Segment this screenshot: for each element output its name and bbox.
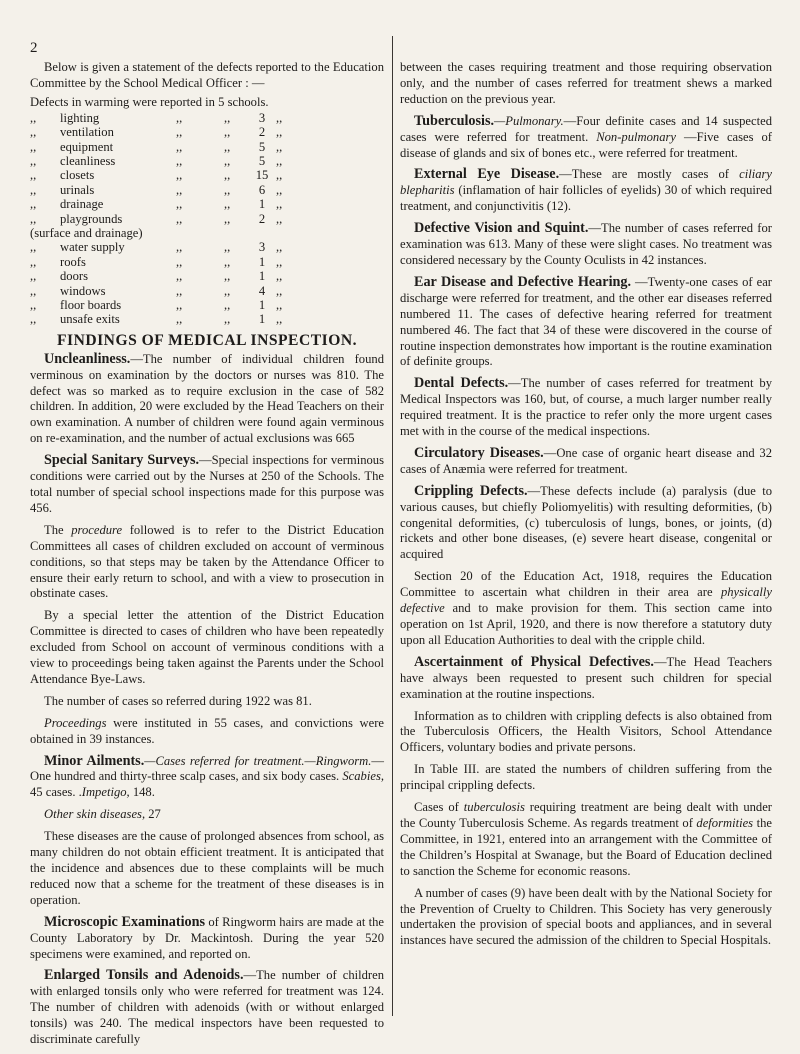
ear-heading: Ear Disease and Defective Hearing. — [414, 273, 632, 290]
defect-ditto: ,, — [224, 312, 231, 327]
ascertainment-text: —The Head Teachers have always been requested to present such children for special examination at the routine inspections. — [400, 654, 772, 701]
defect-ditto: ,, — [224, 153, 231, 168]
defect-ditto: ,, — [30, 298, 37, 312]
defect-ditto: ,, — [224, 298, 231, 312]
defect-name: doors — [60, 269, 88, 284]
tuberculosis-text-b: —Five cases of disease of glands and six of bones etc., were referred for treatment. — [400, 129, 772, 160]
defect-name: roofs — [60, 254, 86, 269]
cases-paragraph — [400, 800, 772, 880]
defect-ditto: ,, — [176, 312, 183, 327]
defect-count: 2 — [258, 211, 266, 226]
defect-name: equipment — [60, 139, 114, 154]
defect-ditto: ,, — [30, 312, 37, 327]
minor-italic: —Cases referred for treatment.— — [144, 753, 316, 768]
defect-ditto: ,, — [30, 211, 37, 226]
defect-name: windows — [60, 283, 106, 298]
defects-caption: Defects in warming were reported in 5 schools. — [30, 94, 269, 109]
defect-ditto: ,, — [224, 269, 231, 284]
defect-count: 1 — [258, 197, 266, 212]
defect-ditto: ,, — [224, 168, 231, 183]
defect-ditto: ,, — [30, 153, 37, 168]
cases-text-c: the Committee, in 1921, entered into an arrangement with the Committee of the Children’s Hospital at Swanage, but the Board of Education declined to sanction the Scheme for economic reasons. — [400, 815, 772, 878]
defect-row — [30, 183, 296, 197]
microscopic-paragraph — [30, 915, 384, 963]
procedure-text-b: followed is to refer to the District Education Committees all cases of children excluded on account of verminous conditions, so that steps may be taken by the Attendance Officer to ensure their early return to school, and with a view to prosecution in obstinate cases. — [30, 522, 384, 601]
eye-disease-paragraph — [400, 167, 772, 215]
uncleanliness-heading: Uncleanliness. — [44, 350, 131, 367]
procedure-italic: procedure — [71, 522, 123, 537]
defect-ditto: ,, — [30, 125, 37, 140]
defect-ditto: ,, — [176, 211, 183, 226]
defect-ditto: ,, — [276, 211, 283, 226]
cases-text-a: Cases of — [414, 800, 464, 815]
column-divider — [392, 36, 393, 1016]
ascertainment-heading: Ascertainment of Physical Defectives. — [414, 653, 654, 670]
intro-paragraph: Below is given a statement of the defects reported to the Education Committee by the School Medical Officer : — — [30, 60, 384, 90]
other-skin-text: 27 — [145, 807, 161, 822]
tonsils-heading: Enlarged Tonsils and Adenoids. — [44, 967, 244, 984]
findings-heading: FINDINGS OF MEDICAL INSPECTION. — [57, 331, 357, 349]
defect-ditto: ,, — [30, 197, 37, 212]
defect-ditto: ,, — [276, 168, 283, 183]
minor-ailments-paragraph — [30, 754, 384, 802]
defect-ditto: ,, — [176, 182, 183, 197]
page-number: 2 — [30, 40, 38, 56]
defect-row — [30, 240, 296, 254]
defect-ditto: ,, — [276, 254, 283, 269]
ear-paragraph — [400, 275, 772, 370]
eye-heading: External Eye Disease. — [414, 166, 560, 183]
defect-count: 3 — [258, 110, 266, 125]
defect-name: playgrounds — [60, 211, 123, 226]
defect-ditto: ,, — [276, 197, 283, 212]
tonsils-paragraph — [30, 968, 384, 1048]
table3-paragraph: In Table III. are stated the numbers of children suffering from the principal crippling defects. — [400, 762, 772, 793]
left-column — [30, 60, 384, 1054]
circulatory-paragraph — [400, 446, 772, 478]
defect-ditto: ,, — [176, 168, 183, 183]
defect-ditto: ,, — [176, 240, 183, 255]
defect-row — [30, 140, 296, 154]
defect-ditto: ,, — [276, 125, 283, 140]
defect-row — [30, 269, 296, 283]
defect-row — [30, 154, 296, 168]
procedure-text-a: The — [44, 522, 72, 537]
defect-count: 1 — [258, 312, 266, 327]
scabies-text: 45 cases. . — [30, 785, 82, 800]
defect-row — [30, 284, 296, 298]
defect-ditto: ,, — [176, 125, 183, 140]
defect-row — [30, 125, 296, 139]
defect-row — [30, 197, 296, 211]
scabies-italic: Scabies, — [342, 769, 384, 784]
defect-count: 6 — [258, 182, 266, 197]
defect-name: urinals — [60, 182, 95, 197]
defect-count: 1 — [258, 254, 266, 269]
defect-name: cleanliness — [60, 153, 116, 168]
defect-ditto: ,, — [176, 269, 183, 284]
section20-text-b: and to make provision for them. This section came into operation on 1st April, 1920, and there is now therefore a statutory duty upon all Education Authorities to deal with the cripple child. — [400, 601, 772, 647]
defect-name: unsafe exits — [60, 312, 120, 327]
defect-ditto: ,, — [224, 139, 231, 154]
defect-ditto: ,, — [224, 240, 231, 255]
special-text: —Special inspections for verminous conditions were carried out by the Nurses at 250 of the Schools. The total number of special school inspections made for this purpose was 456. — [30, 453, 384, 515]
uncleanliness-paragraph — [30, 352, 384, 447]
playgrounds-note: (surface and drainage) — [30, 225, 143, 240]
crippling-text: —These defects include (a) paralysis (due to various causes, but chiefly Poliomyelitis) with resulting deformities, (b) congenital deformities, (c) tuberculosis of lungs, bones, or joints, (d) rickets and other bone diseases, (e) severe heart disease, congenital or acquired — [400, 483, 772, 562]
defect-count: 1 — [258, 269, 266, 284]
vision-text: —The number of cases referred for examination was 613. Many of these were slight cases. No treatment was considered necessary by the County Oculists in 42 instances. — [400, 221, 772, 267]
ringworm-italic: Ringworm. — [315, 753, 372, 768]
defect-name: closets — [60, 168, 95, 183]
defect-ditto: ,, — [224, 283, 231, 298]
dental-paragraph — [400, 376, 772, 440]
defect-count: 15 — [255, 168, 269, 183]
defect-ditto: ,, — [276, 153, 283, 168]
defect-ditto: ,, — [30, 269, 37, 284]
defect-ditto: ,, — [176, 283, 183, 298]
defect-ditto: ,, — [30, 168, 37, 183]
microscopic-text: of Ringworm hairs are made at the County Laboratory by Dr. Mackintosh. During the year 520 specimens were examined, and reported on. — [30, 914, 384, 961]
defect-ditto: ,, — [224, 182, 231, 197]
section20-text-a: Section 20 of the Education Act, 1918, requires the Education Committee to ascertain what children in their area are — [400, 569, 772, 600]
defect-row — [30, 111, 296, 125]
impetigo-italic: Impetigo, — [81, 785, 130, 800]
special-heading: Special Sanitary Surveys. — [44, 452, 200, 469]
defect-ditto: ,, — [176, 110, 183, 125]
cases-text-b: requiring treatment are being dealt with under the County Tuberculosis Scheme. As regards treatment of — [400, 800, 772, 830]
defect-row — [30, 298, 296, 312]
deformities-italic: deformities — [696, 815, 754, 830]
defect-name: ventilation — [60, 125, 114, 140]
crippling-heading: Crippling Defects. — [414, 482, 528, 499]
circulatory-heading: Circulatory Diseases. — [414, 444, 544, 461]
eye-text-a: —These are mostly cases of — [559, 167, 740, 182]
defect-ditto: ,, — [276, 139, 283, 154]
defect-ditto: ,, — [176, 197, 183, 212]
defect-row — [30, 255, 296, 269]
special-letter-paragraph: By a special letter the attention of the District Education Committee is directed to cases of children who have been repeatedly excluded from School on account of verminous conditions with a view to proceedings being taken against the Parents under the School Attendance Bye-Laws. — [30, 608, 384, 686]
special-paragraph — [30, 453, 384, 517]
tuberculosis-text-a: —Four definite cases and 14 suspected cases were referred for treatment. — [400, 113, 772, 144]
defect-ditto: ,, — [276, 182, 283, 197]
nspcc-paragraph: A number of cases (9) have been dealt with by the National Society for the Prevention of Cruelty to Children. This Society has very generously undertaken the provision of special boots and appliances, and in several instances have secured the admission of the children to Special Hospitals. — [400, 885, 772, 948]
proceedings-italic: Proceedings — [44, 715, 107, 730]
defect-ditto: ,, — [276, 298, 283, 312]
defect-note-row — [30, 226, 296, 240]
section20-paragraph — [400, 569, 772, 649]
defect-ditto: ,, — [176, 298, 183, 312]
uncleanliness-text: —The number of individual children found verminous on examination by the doctors or nurses was 810. The defect was so marked as to require exclusion in the case of 582 children. In addition, 20 were excluded by the Head Teachers on their own examination. A number of children were found again verminous on re-examination, and the number of actual exclusions was 665 — [30, 351, 384, 446]
defect-ditto: ,, — [30, 110, 37, 125]
impetigo-text: 148. — [129, 785, 155, 800]
proceedings-paragraph — [30, 716, 384, 748]
defect-count: 1 — [258, 298, 266, 312]
defect-ditto: ,, — [30, 254, 37, 269]
defect-count: 5 — [258, 153, 266, 168]
defect-row — [30, 168, 296, 182]
other-skin-paragraph — [30, 807, 384, 823]
defect-count: 2 — [258, 125, 266, 140]
eye-text-b: (inflamation of hair follicles of eyelids) 30 of which required treatment, and conjunctivitis (12). — [400, 183, 772, 214]
defect-name: lighting — [60, 110, 100, 125]
microscopic-heading: Microscopic Examinations — [44, 913, 206, 930]
defect-ditto: ,, — [176, 153, 183, 168]
defect-count: 5 — [258, 139, 266, 154]
defect-ditto: ,, — [224, 254, 231, 269]
defect-ditto: ,, — [224, 125, 231, 140]
defect-ditto: ,, — [276, 110, 283, 125]
tuberculosis-paragraph — [400, 114, 772, 162]
defect-ditto: ,, — [30, 283, 37, 298]
defect-ditto: ,, — [224, 197, 231, 212]
diseases-paragraph: These diseases are the cause of prolonged absences from school, as many children do not obtain efficient treatment. It is anticipated that the incidence and absences due to these complaints will be much reduced now that a scheme for the treatment of these diseases is in operation. — [30, 829, 384, 907]
minor-heading: Minor Ailments. — [44, 752, 145, 769]
circulatory-text: —One case of organic heart disease and 32 cases of Anæmia were referred for treatment. — [400, 445, 772, 476]
defect-ditto: ,, — [224, 110, 231, 125]
defect-ditto: ,, — [276, 269, 283, 284]
defect-ditto: ,, — [30, 139, 37, 154]
vision-heading: Defective Vision and Squint. — [414, 220, 589, 237]
defect-ditto: ,, — [224, 211, 231, 226]
defect-row — [30, 212, 296, 226]
defect-name: floor boards — [60, 298, 122, 312]
defect-ditto: ,, — [176, 139, 183, 154]
vision-paragraph — [400, 221, 772, 269]
blepharitis-italic: ciliary blepharitis — [400, 167, 772, 198]
dental-heading: Dental Defects. — [414, 375, 509, 392]
defect-name: drainage — [60, 197, 104, 212]
ringworm-text: —One hundred and thirty-three scalp cases, and six body cases. — [30, 753, 384, 784]
pulmonary-italic: —Pulmonary. — [494, 113, 564, 128]
defect-count: 3 — [258, 240, 266, 255]
other-skin-italic: Other skin diseases, — [44, 807, 146, 822]
dental-text: —The number of cases referred for treatment by Medical Inspectors was 160, but, of course, a much larger number really required treatment. It is the practice to refer only the more urgent cases met with in the course of the medical inspections. — [400, 376, 772, 439]
defect-ditto: ,, — [30, 240, 37, 255]
continuation-paragraph: between the cases requiring treatment and those requiring observation only, and the number of cases referred for treatment shews a marked reduction on the previous year. — [400, 60, 772, 106]
procedure-paragraph — [30, 523, 384, 603]
ear-text: —Twenty-one cases of ear discharge were referred for treatment, and the other ear diseases referred numbered 11. The cases of defective hearing referred for treatment numbered 46. The fact that 34 of these were discovered in the course of routine inspection demonstrates how important is the routine examination of definite groups. — [400, 274, 772, 369]
physically-defective-italic: physically defective — [400, 585, 772, 616]
tuberculosis-italic: tuberculosis — [463, 800, 525, 815]
non-pulmonary-italic: Non-pulmonary — [596, 129, 676, 144]
defect-count: 4 — [258, 283, 266, 298]
defect-ditto: ,, — [176, 254, 183, 269]
cases-referred-paragraph: The number of cases so referred during 1922 was 81. — [44, 693, 312, 708]
crippling-paragraph — [400, 484, 772, 564]
tonsils-text: —The number of children with enlarged tonsils only who were referred for treatment was 124. The number of children with adenoids (with or without enlarged tonsils) was 240. The medical inspectors have been requested to discriminate carefully — [30, 968, 384, 1047]
defect-ditto: ,, — [30, 182, 37, 197]
proceedings-text: were instituted in 55 cases, and convictions were obtained in 39 instances. — [30, 715, 384, 746]
right-column — [400, 60, 772, 955]
ascertainment-paragraph — [400, 655, 772, 703]
defect-ditto: ,, — [276, 240, 283, 255]
defect-ditto: ,, — [276, 283, 283, 298]
tuberculosis-heading: Tuberculosis. — [414, 112, 495, 129]
defect-ditto: ,, — [276, 312, 283, 327]
defects-table — [30, 111, 296, 327]
defect-row — [30, 312, 296, 326]
information-paragraph: Information as to children with crippling defects is also obtained from the Tuberculosis Officers, the Health Visitors, School Attendance Officers, voluntary bodies and private persons. — [400, 708, 772, 755]
defect-name: water supply — [60, 240, 125, 255]
